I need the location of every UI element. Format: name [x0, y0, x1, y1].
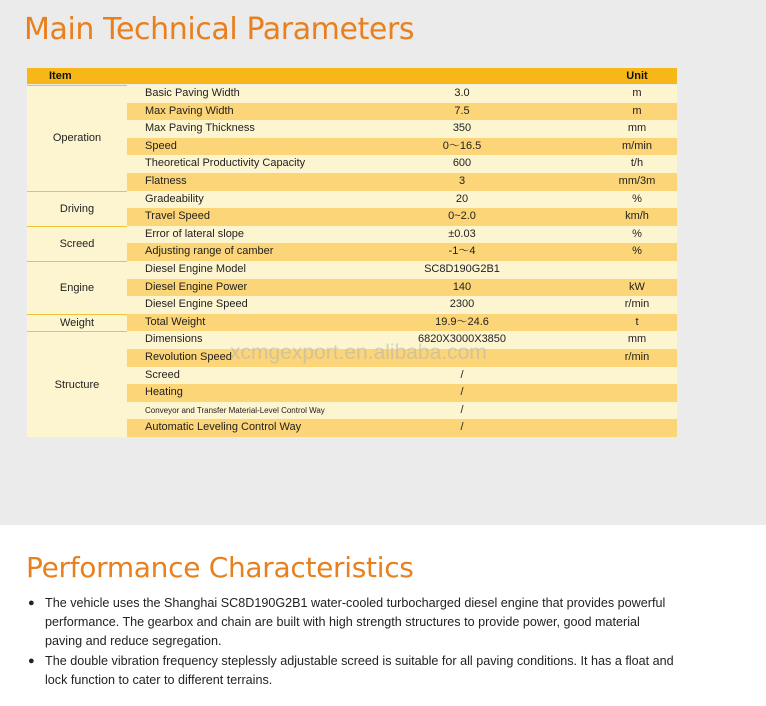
performance-list — [28, 594, 678, 690]
param-value: ±0.03 — [448, 227, 476, 240]
param-value: 3 — [458, 175, 466, 187]
param-name: Screed — [145, 368, 180, 381]
param-name: Max Paving Width — [145, 104, 234, 117]
param-value: 2300 — [449, 298, 475, 311]
param-value: / — [460, 403, 464, 416]
param-value: 19.9～24.6 — [435, 315, 489, 328]
header-item: Item — [49, 70, 72, 82]
param-unit: m/min — [622, 139, 652, 152]
bullet-text: The vehicle uses the Shanghai SC8D190G2B1 water-cooled turbocharged diesel engine that provides powerful performance. The gearbox and chain are built with high strength structures to provide power, good material paving and reduce segregation. — [45, 596, 666, 649]
param-unit: t — [635, 315, 639, 328]
param-name: Dimensions — [145, 333, 203, 346]
param-value: 7.5 — [454, 104, 470, 117]
param-name: Total Weight — [145, 315, 206, 328]
param-value: 600 — [452, 157, 472, 170]
param-value: 20 — [455, 192, 469, 205]
param-value: 6820X3000X3850 — [417, 333, 507, 346]
param-unit: r/min — [624, 351, 650, 363]
param-unit: r/min — [624, 298, 650, 311]
param-unit: mm — [627, 122, 647, 135]
param-value: -1～4 — [448, 245, 476, 258]
param-value: / — [460, 368, 464, 381]
bullet-item — [28, 652, 678, 690]
group-label: Driving — [27, 191, 127, 226]
group-label: Weight — [27, 314, 127, 332]
bullet-text: The double vibration frequency steplessly adjustable screed is suitable for all paving conditions. It has a float and lock function to cater to different terrains. — [45, 653, 674, 687]
param-name: Revolution Speed — [145, 351, 232, 363]
param-value: SC8D190G2B1 — [424, 263, 500, 275]
param-unit: m — [632, 87, 642, 99]
param-value: / — [460, 386, 464, 399]
specs-title: Main Technical Parameters — [24, 12, 415, 47]
param-unit: km/h — [625, 210, 649, 223]
param-name: Max Paving Thickness — [145, 122, 255, 135]
header-unit: Unit — [626, 70, 648, 82]
param-name: Conveyor and Transfer Material-Level Control Way — [145, 405, 325, 415]
param-name: Diesel Engine Model — [145, 263, 246, 275]
param-unit: % — [632, 227, 642, 240]
bullet-dot-icon: ● — [28, 654, 35, 667]
param-value: 0～16.5 — [442, 139, 482, 152]
param-name: Diesel Engine Power — [145, 280, 248, 293]
group-label: Structure — [27, 331, 127, 437]
param-name: Diesel Engine Speed — [145, 298, 248, 311]
param-unit: m — [632, 104, 642, 117]
param-name: Gradeability — [145, 192, 204, 205]
watermark: xcmgexport.en.alibaba.com — [230, 341, 487, 364]
param-name: Error of lateral slope — [145, 227, 245, 240]
param-name: Basic Paving Width — [145, 87, 240, 99]
param-name: Theoretical Productivity Capacity — [145, 157, 306, 170]
param-name: Travel Speed — [145, 210, 211, 223]
param-unit: % — [632, 192, 642, 205]
param-unit: t/h — [630, 157, 644, 170]
group-label: Operation — [27, 85, 127, 191]
param-name: Adjusting range of camber — [145, 245, 274, 258]
performance-title: Performance Characteristics — [26, 551, 414, 584]
param-value: 0~2.0 — [448, 210, 476, 223]
param-name: Speed — [145, 139, 177, 152]
param-name: Heating — [145, 386, 183, 399]
bullet-dot-icon: ● — [28, 597, 35, 609]
bullet-item — [28, 594, 678, 652]
param-value: 350 — [452, 122, 472, 135]
param-value: 3.0 — [454, 87, 470, 99]
param-unit: mm/3m — [618, 175, 656, 187]
param-unit: kW — [629, 280, 645, 293]
param-name: Flatness — [145, 175, 187, 187]
group-label: Engine — [27, 261, 127, 314]
table-header — [27, 68, 677, 84]
param-value: 140 — [452, 280, 472, 293]
group-label: Screed — [27, 226, 127, 261]
param-name: Automatic Leveling Control Way — [145, 421, 302, 434]
param-unit: % — [632, 245, 642, 258]
param-value: / — [460, 421, 464, 434]
param-unit: mm — [627, 333, 647, 346]
